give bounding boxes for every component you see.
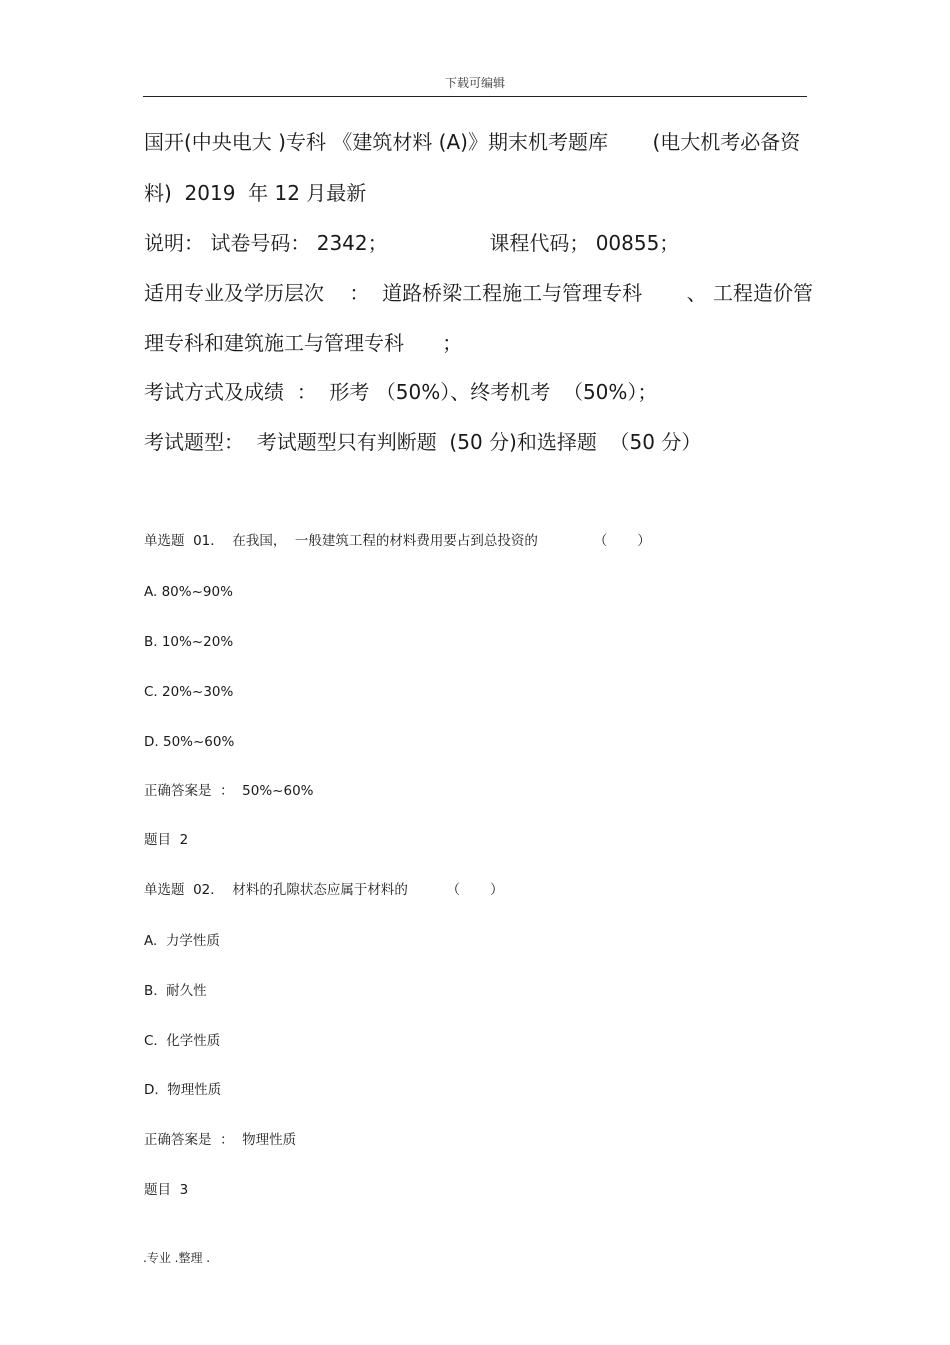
question-1-option-b: B. 10%~20%	[144, 634, 234, 650]
page-header: 下载可编辑	[444, 76, 505, 90]
question-2-answer: 正确答案是 ： 物理性质	[144, 1132, 297, 1148]
question-2-label: 题目 2	[144, 832, 189, 848]
document-title-line-2: 料) 2019 年 12 月最新	[144, 181, 367, 205]
question-1-option-c: C. 20%~30%	[144, 684, 234, 700]
info-line-4: 考试方式及成绩 ： 形考 （50%）、终考机考 （50%）；	[144, 380, 658, 404]
question-2-option-b: B. 耐久性	[144, 983, 207, 999]
info-line-1: 说明： 试卷号码： 2342； 课程代码； 00855；	[144, 231, 680, 255]
question-2-option-d: D. 物理性质	[144, 1082, 222, 1098]
question-2-option-c: C. 化学性质	[144, 1033, 221, 1049]
info-line-5: 考试题型： 考试题型只有判断题 (50 分)和选择题 （50 分）	[144, 430, 702, 454]
question-2-stem: 单选题 02． 材料的孔隙状态应属于材料的 （ ）	[144, 882, 504, 898]
question-1-option-a: A. 80%~90%	[144, 584, 233, 600]
document-title-line-1: 国开(中央电大 )专科 《建筑材料 (A)》期末机考题库 (电大机考必备资	[144, 130, 801, 154]
header-rule	[143, 96, 807, 97]
info-line-3: 理专科和建筑施工与管理专科 ；	[144, 331, 463, 355]
question-2-option-a: A. 力学性质	[144, 933, 220, 949]
question-1-stem: 单选题 01． 在我国， 一般建筑工程的材料费用要占到总投资的 （ ）	[144, 533, 651, 549]
question-3-label: 题目 3	[144, 1182, 189, 1198]
question-1-option-d: D. 50%~60%	[144, 734, 235, 750]
info-line-2: 适用专业及学历层次 ： 道路桥梁工程施工与管理专科 、 工程造价管	[144, 281, 814, 305]
page-footer: .专业 .整理 .	[143, 1251, 211, 1265]
question-1-answer: 正确答案是 ： 50%~60%	[144, 783, 314, 799]
